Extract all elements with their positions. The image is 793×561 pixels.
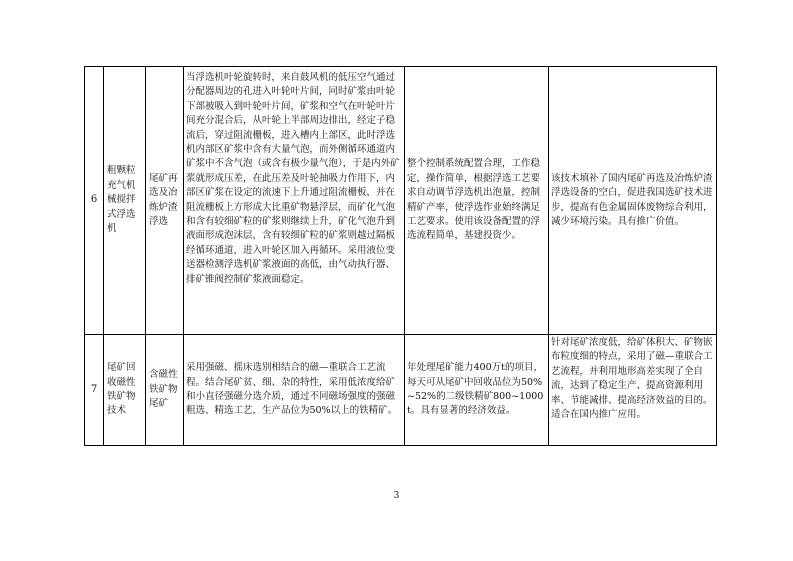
row-index: 6: [85, 67, 104, 335]
applicable-target: 含磁性铁矿物尾矿: [146, 335, 184, 446]
technology-name: 粗颗粒充气机械搅拌式浮选机: [104, 67, 146, 335]
technology-name: 尾矿回收磁性铁矿物技术: [104, 335, 146, 446]
technology-description: 当浮选机叶轮旋转时，来自鼓风机的低压空气通过分配器周边的孔进入叶轮叶片间，同时矿浆由叶轮下部被吸入到叶轮叶片间，矿浆和空气在叶轮叶片间充分混合后，从叶轮上半部周边排出，经定子稳流后，穿过阻流栅板，进入槽内上部区，此时浮选机内部区矿浆中含有大量气泡，而外侧循环通道内矿浆中不含气泡（或含有极少量气泡），于是内外矿浆就形成压差，在此压差及叶轮抽吸力作用下，内部区矿浆在设定的流速下上升通过阻流栅板，并在阻流栅板上方形成大比重矿物悬浮层，而矿化气泡和含有较细矿粒的矿浆则继续上升，矿化气泡升到液面形成泡沫层，含有较细矿粒的矿浆则越过隔板经循环通道，进入叶轮区加入再循环。采用液位变送器检测浮选机矿浆液面的高低，由气动执行器、排矿锥阀控制矿浆液面稳定。: [184, 67, 405, 335]
applicable-target: 尾矿再选及冶炼炉渣浮选: [146, 67, 184, 335]
page-number: 3: [393, 491, 400, 501]
technology-table: [84, 66, 717, 446]
row-index: 7: [85, 335, 104, 446]
table-row: [85, 335, 717, 446]
technology-effect: 整个控制系统配置合理，工作稳定，操作简单，根据浮选工艺要求自动调节浮选机出泡量，控制精矿产率，使浮选作业始终满足工艺要求。使用该设备配置的浮选流程简单，基建投资少。: [405, 67, 549, 335]
technology-effect: 年处理尾矿能力400万t的项目，每天可从尾矿中回收品位为50%~52%的二级铁精矿800~1000t。具有显著的经济效益。: [405, 335, 549, 446]
technology-description: 采用强磁、摇床选别相结合的磁—重联合工艺流程。结合尾矿贫、细、杂的特性，采用低浓度给矿和小直径强磁分选介质，通过不同磁场强度的强磁粗选、精选工艺，生产品位为50%以上的铁精矿。: [184, 335, 405, 446]
technology-significance: 针对尾矿浓度低，给矿体积大、矿物嵌布粒度细的特点，采用了磁—重联合工艺流程，并利用地形高差实现了全自流，达到了稳定生产、提高资源利用率、节能减排、提高经济效益的目的。适合在国内推广应用。: [549, 335, 717, 446]
technology-significance: 该技术填补了国内尾矿再选及冶炼炉渣浮选设备的空白，促进我国选矿技术进步，提高有色金属固体废物综合利用，减少环境污染。具有推广价值。: [549, 67, 717, 335]
table-row: [85, 67, 717, 335]
